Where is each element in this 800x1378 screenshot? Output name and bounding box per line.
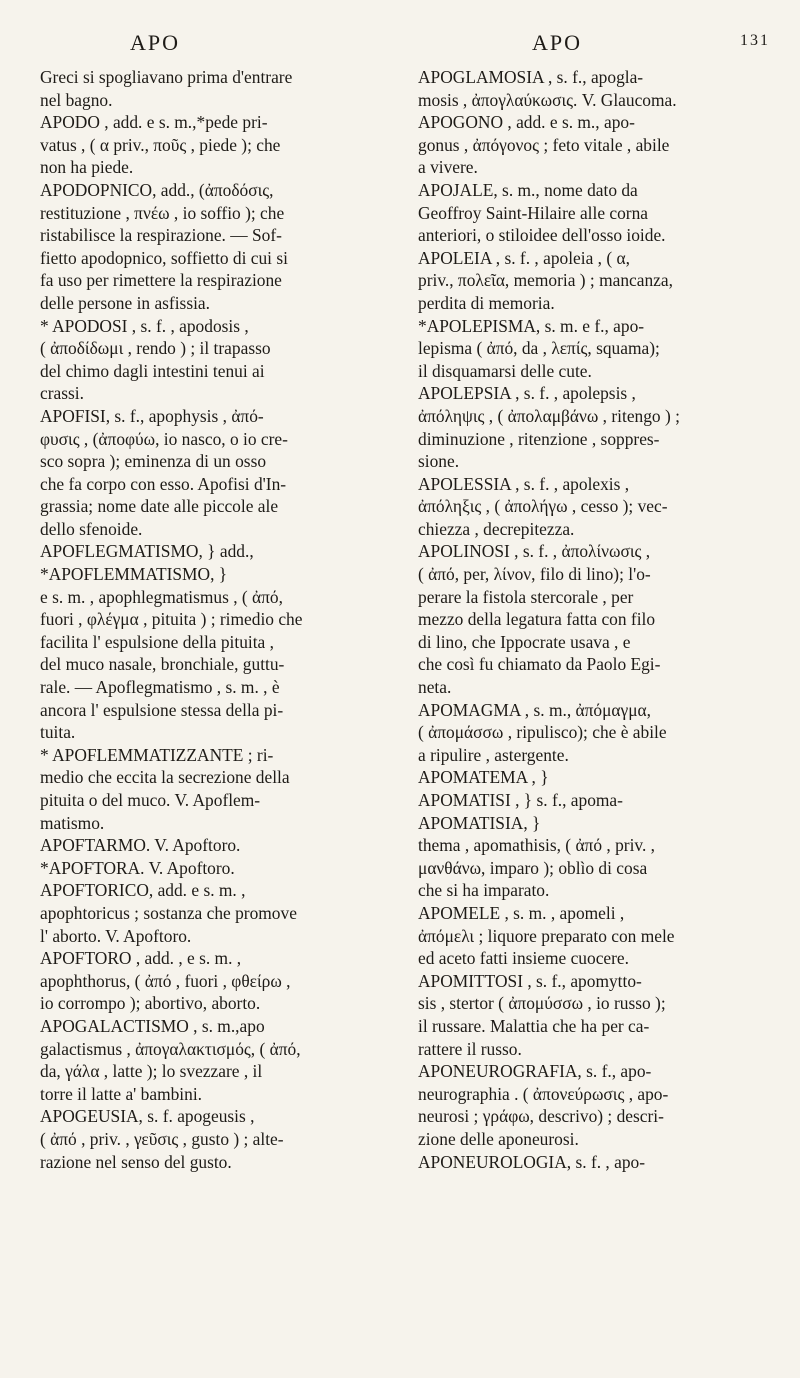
text-line: sione. [418,451,460,472]
text-line: sco sopra ); eminenza di un osso [40,451,267,472]
text-line: neurographia . ( ἀπονεύρωσις , apo- [418,1083,669,1104]
text-line: pituita o del muco. V. Apoflem- [40,790,261,810]
text-line: il disquamarsi delle cute. [418,360,592,381]
text-line: APOGEUSIA, s. f. apogeusis , [40,1106,255,1127]
text-line: ( ἀπό, per, λίνον, filo di lino); l'o- [418,564,651,585]
text-line: APOGLAMOSIA , s. f., apogla- [418,67,644,87]
text-line: delle persone in asfissia. [40,292,210,313]
text-line: APOFISI, s. f., apophysis , ἀπό- [40,405,264,426]
running-head-left: APO [130,30,181,55]
text-line: ancora l' espulsione stessa della pi- [40,699,284,720]
page-number: 131 [740,32,770,49]
text-line: ristabilisce la respirazione. — Sof- [40,225,282,246]
text-line: del chimo dagli intestini tenui ai [40,360,265,381]
text-line: che così fu chiamato da Paolo Egi- [418,654,661,675]
text-line: Geoffroy Saint-Hilaire alle corna [418,202,649,223]
text-line: mosis , ἀπογλαύκωσις. V. Glaucoma. [418,89,677,110]
text-line: fuori , φλέγμα , pituita ) ; rimedio che [40,609,303,630]
text-line: APONEUROLOGIA, s. f. , apo- [418,1151,646,1172]
text-line: fa uso per rimettere la respirazione [40,270,282,291]
text-line: APOMATISI , } s. f., apoma- [418,790,623,810]
text-line: ( ἀποδίδωμι , rendo ) ; il trapasso [40,338,271,359]
text-line: galactismus , ἀπογαλακτισμός, ( ἀπό, [40,1038,301,1059]
text-line: anteriori, o stiloidee dell'osso ioide. [418,225,666,246]
text-line: rale. — Apoflegmatismo , s. m. , è [40,677,280,698]
text-line: crassi. [40,383,84,404]
text-line: facilita l' espulsione della pituita , [40,631,274,652]
running-head-right: APO [532,30,583,55]
text-line: da, γάλα , latte ); lo svezzare , il [40,1061,263,1082]
text-line: neta. [418,677,452,698]
left-column [40,66,384,1173]
text-line: * APOFLEMMATIZZANTE ; ri- [40,744,274,765]
text-line: *APOFTORA. V. Apoftoro. [40,857,235,878]
text-line: *APOFLEMMATISMO, } [40,564,228,585]
text-line: apophtoricus ; sostanza che promove [40,902,297,923]
text-line: ἀπόληψις , ( ἀπολαμβάνω , ritengo ) ; [418,405,680,426]
text-line: thema , apomathisis, ( ἀπό , priv. , [418,835,656,856]
text-line: grassia; nome date alle piccole ale [40,496,279,517]
text-line: tuita. [40,722,76,743]
text-line: APOFTARMO. V. Apoftoro. [40,835,241,856]
text-line: APOMATISIA, } [418,812,541,833]
text-line: e s. m. , apophlegmatismus , ( ἀπό, [40,586,283,607]
text-line: APOMITTOSI , s. f., apomytto- [418,970,642,991]
text-line: nel bagno. [40,89,113,110]
text-line: APOFTORO , add. , e s. m. , [40,948,242,969]
text-line: APOFLEGMATISMO, } add., [40,541,254,562]
text-line: APOLEIA , s. f. , apoleia , ( α, [418,247,630,268]
text-line: gonus , ἀπόγονος ; feto vitale , abile [418,134,670,155]
text-line: fietto apodopnico, soffietto di cui si [40,247,288,268]
text-line: APOJALE, s. m., nome dato da [418,179,638,200]
text-line: neurosi ; γράφω, descrivo) ; descri- [418,1106,664,1127]
text-line: APOLINOSI , s. f. , ἀπολίνωσις , [418,541,651,562]
text-line: APOGONO , add. e s. m., apo- [418,112,635,133]
text-line: medio che eccita la secrezione della [40,767,290,788]
text-line: APOLESSIA , s. f. , apolexis , [418,473,630,494]
text-line: l' aborto. V. Apoftoro. [40,925,192,946]
text-line: perdita di memoria. [418,292,555,313]
text-line: zione delle aponeurosi. [418,1128,579,1149]
text-line: APOLEPSIA , s. f. , apolepsis , [418,383,636,404]
text-line: APONEUROGRAFIA, s. f., apo- [418,1061,652,1082]
text-line: ( ἀπό , priv. , γεῦσις , gusto ) ; alte- [40,1128,284,1149]
text-line: del muco nasale, bronchiale, guttu- [40,654,285,675]
text-line: matismo. [40,812,105,833]
text-line: Greci si spogliavano prima d'entrare [40,67,293,87]
text-line: ἀπόμελι ; liquore preparato con mele [418,925,675,946]
text-line: di lino, che Ippocrate usava , e [418,631,631,652]
text-line: torre il latte a' bambini. [40,1083,203,1104]
text-line: chiezza , decrepitezza. [418,518,575,539]
text-line: APOGALACTISMO , s. m.,apo [40,1015,265,1036]
text-line: APOMATEMA , } [418,767,549,788]
text-line: vatus , ( α priv., ποῦς , piede ); che [40,134,281,155]
text-line: * APODOSI , s. f. , apodosis , [40,315,249,336]
text-line: io corrompo ); abortivo, aborto. [40,993,261,1014]
text-line: φυσις , (ἀποφύω, io nasco, o io cre- [40,428,288,449]
text-line: mezzo della legatura fatta con filo [418,609,656,630]
text-line: lepisma ( ἀπό, da , λεπίς, squama); [418,338,660,359]
text-line: ( ἀπομάσσω , ripulisco); che è abile [418,722,667,743]
text-line: ed aceto fatti insieme cuocere. [418,948,629,969]
text-line: APODO , add. e s. m.,*pede pri- [40,112,268,133]
text-line: dello sfenoide. [40,518,143,539]
text-line: che fa corpo con esso. Apofisi d'In- [40,473,287,494]
text-line: μανθάνω, imparo ); oblìo di cosa [418,857,648,878]
text-line: razione nel senso del gusto. [40,1151,232,1172]
text-line: diminuzione , ritenzione , soppres- [418,428,660,449]
text-line: APOMELE , s. m. , apomeli , [418,902,625,923]
text-line: apophthorus, ( ἀπό , fuori , φθείρω , [40,970,291,991]
text-line: APOFTORICO, add. e s. m. , [40,880,246,901]
text-line: *APOLEPISMA, s. m. e f., apo- [418,315,645,336]
running-head [0,30,800,60]
text-line: priv., πολεῖα, memoria ) ; mancanza, [418,270,673,291]
right-column [418,66,764,1173]
text-line: APOMAGMA , s. m., ἀπόμαγμα, [418,699,651,720]
text-line: ἀπόληξις , ( ἀπολήγω , cesso ); vec- [418,496,668,517]
text-line: sis , stertor ( ἀπομύσσω , io russo ); [418,993,666,1014]
text-line: perare la fistola stercorale , per [418,586,634,607]
text-line: a vivere. [418,157,478,178]
text-line: il russare. Malattia che ha per ca- [418,1015,650,1036]
text-line: restituzione , πνέω , io soffio ); che [40,202,285,223]
text-line: non ha piede. [40,157,134,178]
text-line: che si ha imparato. [418,880,550,901]
text-line: a ripulire , astergente. [418,744,569,765]
text-line: rattere il russo. [418,1038,522,1059]
text-line: APODOPNICO, add., (ἀποδόσις, [40,179,274,200]
